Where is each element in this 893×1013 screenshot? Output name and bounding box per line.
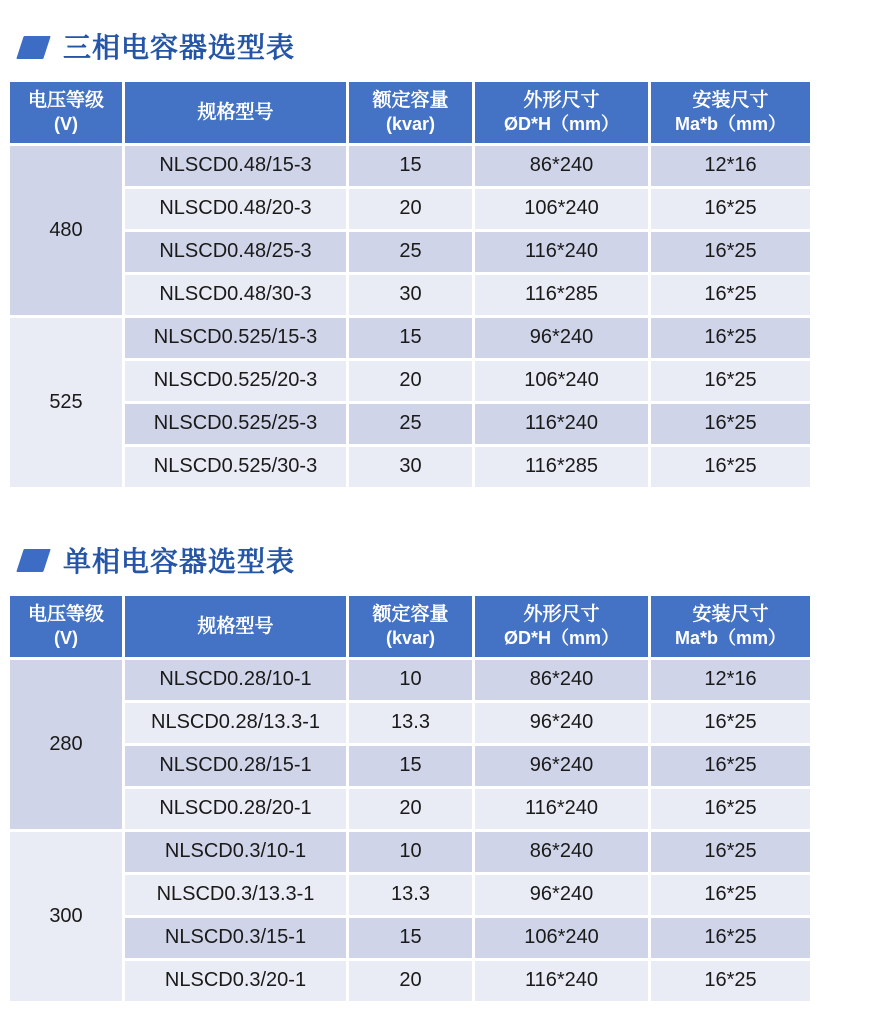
table-row	[10, 746, 810, 786]
rated-capacity-cell: 13.3	[349, 703, 472, 743]
outline-dimension-cell: 116*240	[475, 404, 648, 444]
mounting-dimension-cell: 16*25	[651, 746, 810, 786]
col-header-rated-capacity: 额定容量 (kvar)	[349, 82, 472, 143]
model-cell: NLSCD0.28/20-1	[125, 789, 346, 829]
rated-capacity-cell: 10	[349, 832, 472, 872]
col-header-voltage: 电压等级 (V)	[10, 82, 122, 143]
table-row	[10, 832, 810, 872]
model-cell: NLSCD0.3/13.3-1	[125, 875, 346, 915]
col-header-mounting-dimensions: 安装尺寸 Ma*b（mm）	[651, 82, 810, 143]
model-cell: NLSCD0.525/20-3	[125, 361, 346, 401]
outline-dimension-cell: 86*240	[475, 660, 648, 700]
table-row	[10, 789, 810, 829]
rated-capacity-cell: 30	[349, 275, 472, 315]
mounting-dimension-cell: 16*25	[651, 361, 810, 401]
section-title-three-phase	[14, 26, 893, 66]
col-header-mounting-dimensions: 安装尺寸 Ma*b（mm）	[651, 596, 810, 657]
outline-dimension-cell: 106*240	[475, 361, 648, 401]
outline-dimension-cell: 86*240	[475, 832, 648, 872]
outline-dimension-cell: 96*240	[475, 746, 648, 786]
voltage-cell: 525	[10, 318, 122, 487]
section-three-phase	[10, 26, 893, 490]
rated-capacity-cell: 20	[349, 961, 472, 1001]
col-header-rated-capacity: 额定容量 (kvar)	[349, 596, 472, 657]
mounting-dimension-cell: 12*16	[651, 146, 810, 186]
model-cell: NLSCD0.48/25-3	[125, 232, 346, 272]
table-row	[10, 447, 810, 487]
model-cell: NLSCD0.525/30-3	[125, 447, 346, 487]
header-row	[10, 596, 810, 657]
mounting-dimension-cell: 16*25	[651, 189, 810, 229]
outline-dimension-cell: 96*240	[475, 318, 648, 358]
outline-dimension-cell: 86*240	[475, 146, 648, 186]
model-cell: NLSCD0.48/30-3	[125, 275, 346, 315]
rated-capacity-cell: 25	[349, 232, 472, 272]
rated-capacity-cell: 13.3	[349, 875, 472, 915]
table-row	[10, 404, 810, 444]
model-cell: NLSCD0.28/15-1	[125, 746, 346, 786]
rated-capacity-cell: 15	[349, 146, 472, 186]
outline-dimension-cell: 116*240	[475, 961, 648, 1001]
mounting-dimension-cell: 16*25	[651, 918, 810, 958]
model-cell: NLSCD0.3/10-1	[125, 832, 346, 872]
parallelogram-icon	[16, 36, 50, 59]
model-cell: NLSCD0.525/25-3	[125, 404, 346, 444]
outline-dimension-cell: 96*240	[475, 875, 648, 915]
mounting-dimension-cell: 16*25	[651, 318, 810, 358]
rated-capacity-cell: 15	[349, 746, 472, 786]
table-row	[10, 232, 810, 272]
model-cell: NLSCD0.48/15-3	[125, 146, 346, 186]
table-row	[10, 318, 810, 358]
table-row	[10, 703, 810, 743]
model-cell: NLSCD0.525/15-3	[125, 318, 346, 358]
rated-capacity-cell: 15	[349, 918, 472, 958]
outline-dimension-cell: 116*240	[475, 789, 648, 829]
mounting-dimension-cell: 16*25	[651, 447, 810, 487]
mounting-dimension-cell: 12*16	[651, 660, 810, 700]
mounting-dimension-cell: 16*25	[651, 232, 810, 272]
table-row	[10, 275, 810, 315]
model-cell: NLSCD0.28/10-1	[125, 660, 346, 700]
mounting-dimension-cell: 16*25	[651, 832, 810, 872]
rated-capacity-cell: 15	[349, 318, 472, 358]
table-row	[10, 189, 810, 229]
single-phase-selection-table	[7, 593, 813, 1004]
mounting-dimension-cell: 16*25	[651, 703, 810, 743]
mounting-dimension-cell: 16*25	[651, 404, 810, 444]
mounting-dimension-cell: 16*25	[651, 789, 810, 829]
col-header-model: 规格型号	[125, 82, 346, 143]
outline-dimension-cell: 96*240	[475, 703, 648, 743]
table-row	[10, 875, 810, 915]
section-title-single-phase	[14, 540, 893, 580]
mounting-dimension-cell: 16*25	[651, 961, 810, 1001]
col-header-voltage: 电压等级 (V)	[10, 596, 122, 657]
section-title-text: 三相电容器选型表	[63, 32, 296, 63]
mounting-dimension-cell: 16*25	[651, 875, 810, 915]
mounting-dimension-cell: 16*25	[651, 275, 810, 315]
outline-dimension-cell: 116*285	[475, 447, 648, 487]
voltage-cell: 300	[10, 832, 122, 1001]
voltage-cell: 480	[10, 146, 122, 315]
outline-dimension-cell: 116*285	[475, 275, 648, 315]
table-row	[10, 961, 810, 1001]
section-title-text: 单相电容器选型表	[63, 545, 296, 577]
voltage-cell: 280	[10, 660, 122, 829]
table-row	[10, 918, 810, 958]
header-row	[10, 82, 810, 143]
rated-capacity-cell: 20	[349, 189, 472, 229]
outline-dimension-cell: 106*240	[475, 189, 648, 229]
col-header-model: 规格型号	[125, 596, 346, 657]
parallelogram-icon	[16, 549, 50, 572]
three-phase-selection-table	[7, 79, 813, 490]
rated-capacity-cell: 30	[349, 447, 472, 487]
rated-capacity-cell: 25	[349, 404, 472, 444]
outline-dimension-cell: 106*240	[475, 918, 648, 958]
model-cell: NLSCD0.48/20-3	[125, 189, 346, 229]
table-row	[10, 660, 810, 700]
table-row	[10, 361, 810, 401]
outline-dimension-cell: 116*240	[475, 232, 648, 272]
model-cell: NLSCD0.3/20-1	[125, 961, 346, 1001]
col-header-outline-dimensions: 外形尺寸 ØD*H（mm）	[475, 82, 648, 143]
rated-capacity-cell: 10	[349, 660, 472, 700]
section-single-phase	[10, 540, 893, 1004]
model-cell: NLSCD0.28/13.3-1	[125, 703, 346, 743]
rated-capacity-cell: 20	[349, 789, 472, 829]
model-cell: NLSCD0.3/15-1	[125, 918, 346, 958]
rated-capacity-cell: 20	[349, 361, 472, 401]
table-row	[10, 146, 810, 186]
col-header-outline-dimensions: 外形尺寸 ØD*H（mm）	[475, 596, 648, 657]
